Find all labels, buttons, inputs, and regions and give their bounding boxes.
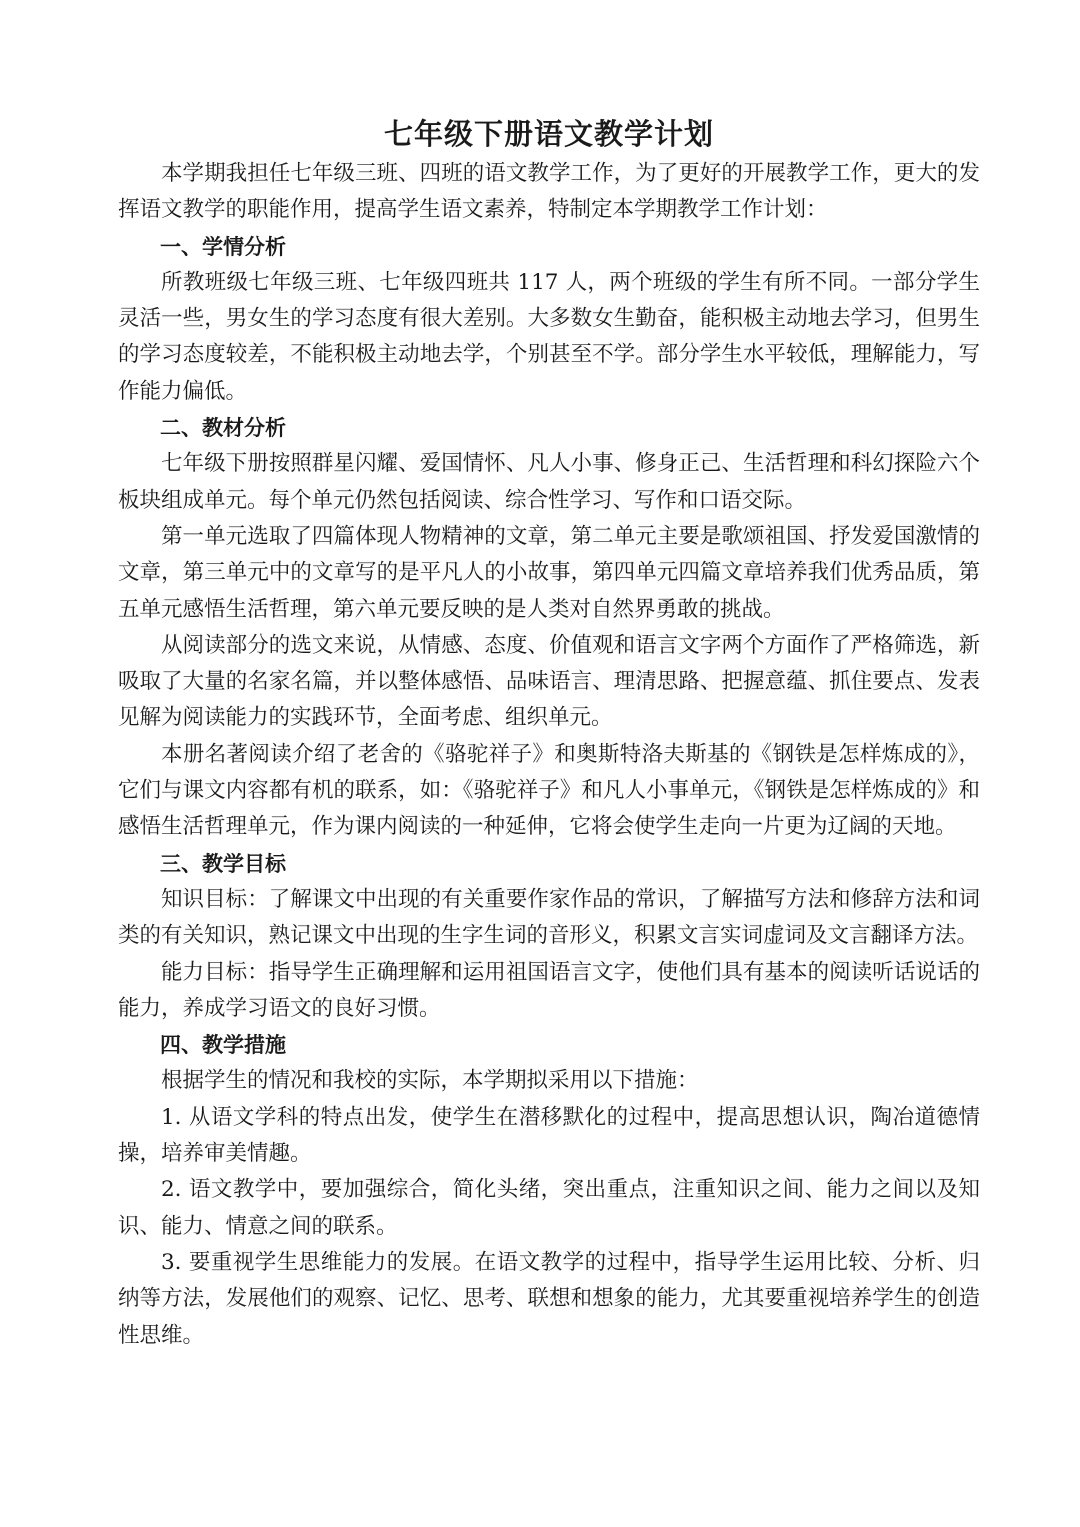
learning-analysis-paragraph: 所教班级七年级三班、七年级四班共 117 人，两个班级的学生有所不同。一部分学生灵活一些，男女生的学习态度有很大差别。大多数女生勤奋，能积极主动地去学习，但男生的学习态度较差，不能积极主动地去学，个别甚至不学。部分学生水平较低，理解能力，写作能力偏低。 xyxy=(118,269,980,404)
measures-intro-paragraph: 根据学生的情况和我校的实际，本学期拟采用以下措施： xyxy=(161,1068,699,1094)
textbook-analysis-paragraph-1: 七年级下册按照群星闪耀、爱国情怀、凡人小事、修身正己、生活哲理和科幻探险六个板块组成单元。每个单元仍然包括阅读、综合性学习、写作和口语交际。 xyxy=(118,451,980,513)
knowledge-goal-paragraph: 知识目标：了解课文中出现的有关重要作家作品的常识，了解描写方法和修辞方法和词类的有关知识，熟记课文中出现的生字生词的音形义，积累文言实词虚词及文言翻译方法。 xyxy=(118,886,980,949)
section-heading-textbook-analysis: 二、教材分析 xyxy=(160,416,286,441)
document-title: 七年级下册语文教学计划 xyxy=(383,117,714,151)
ability-goal-paragraph: 能力目标：指导学生正确理解和运用祖国语言文字，使他们具有基本的阅读听话说话的能力，养成学习语文的良好习惯。 xyxy=(118,959,980,1021)
section-heading-teaching-goals: 三、教学目标 xyxy=(160,851,286,876)
measure-item-1: 1. 从语文学科的特点出发，使学生在潜移默化的过程中，提高思想认识，陶冶道德情操，培养审美情趣。 xyxy=(118,1104,980,1167)
section-heading-teaching-measures: 四、教学措施 xyxy=(160,1033,286,1058)
measure-item-2: 2. 语文教学中，要加强综合，简化头绪，突出重点，注重知识之间、能力之间以及知识、能力、情意之间的联系。 xyxy=(118,1177,980,1239)
measure-item-3: 3. 要重视学生思维能力的发展。在语文教学的过程中，指导学生运用比较、分析、归纳等方法，发展他们的观察、记忆、思考、联想和想象的能力，尤其要重视培养学生的创造性思维。 xyxy=(118,1249,980,1348)
textbook-analysis-paragraph-4: 本册名著阅读介绍了老舍的《骆驼祥子》和奥斯特洛夫斯基的《钢铁是怎样炼成的》，它们与课文内容都有机的联系，如：《骆驼祥子》和凡人小事单元，《钢铁是怎样炼成的》和感悟生活哲理单元，作为课内阅读的一种延伸，它将会使学生走向一片更为辽阔的天地。 xyxy=(118,741,980,840)
textbook-analysis-paragraph-2: 第一单元选取了四篇体现人物精神的文章，第二单元主要是歌颂祖国、抒发爱国激情的文章，第三单元中的文章写的是平凡人的小故事，第四单元四篇文章培养我们优秀品质，第五单元感悟生活哲理，第六单元要反映的是人类对自然界勇敢的挑战。 xyxy=(118,523,980,622)
textbook-analysis-paragraph-3: 从阅读部分的选文来说，从情感、态度、价值观和语言文字两个方面作了严格筛选，新吸取了大量的名家名篇，并以整体感悟、品味语言、理清思路、把握意蕴、抓住要点、发表见解为阅读能力的实践环节，全面考虑、组织单元。 xyxy=(118,632,980,731)
document-page xyxy=(118,112,980,1354)
section-heading-learning-analysis: 一、学情分析 xyxy=(160,234,286,259)
intro-paragraph: 本学期我担任七年级三班、四班的语文教学工作，为了更好的开展教学工作，更大的发挥语文教学的职能作用，提高学生语文素养，特制定本学期教学工作计划： xyxy=(118,161,980,223)
